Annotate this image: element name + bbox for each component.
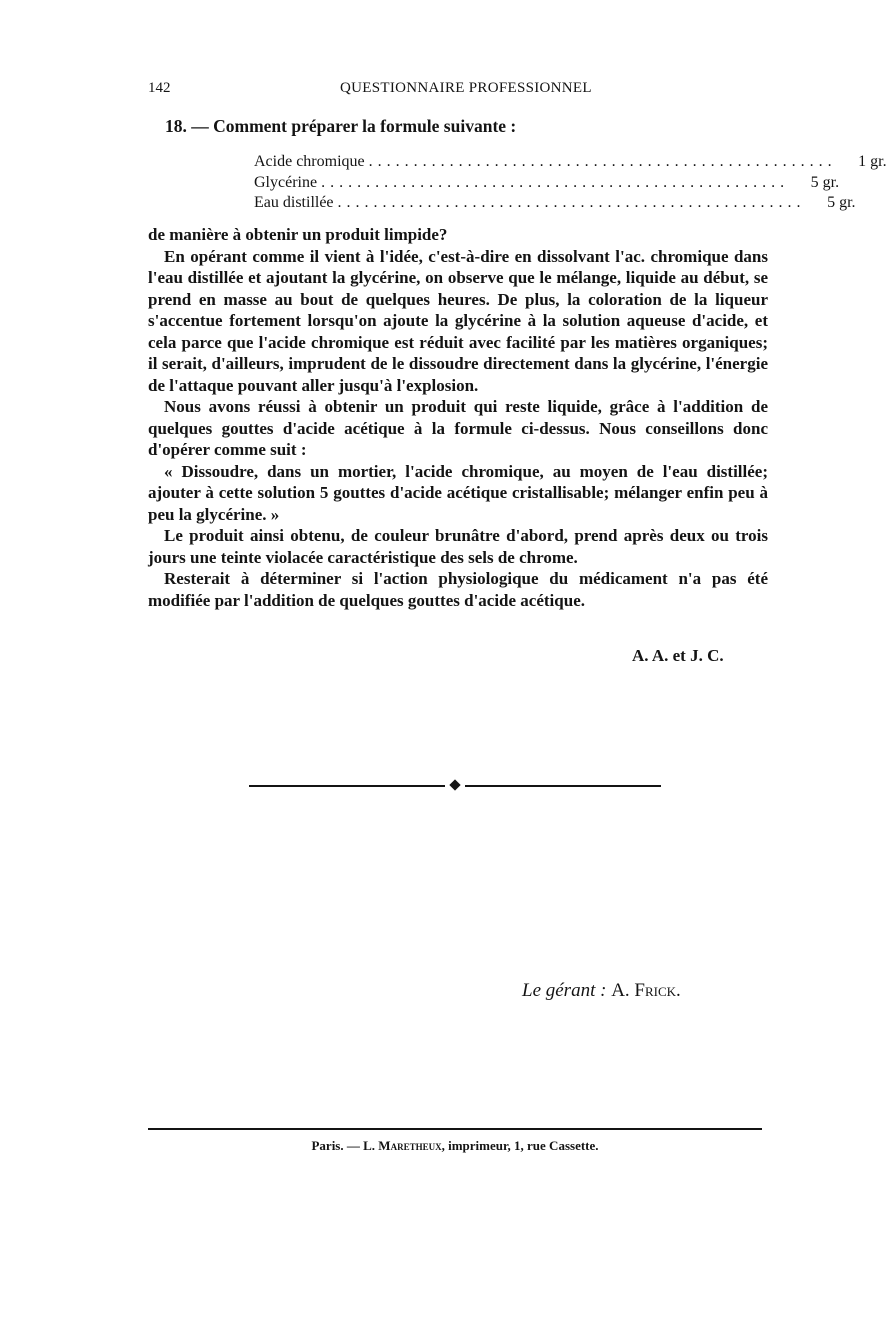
formula-list bbox=[254, 152, 887, 214]
question-text: — Comment préparer la formule suivante : bbox=[186, 116, 517, 136]
paragraph: Le produit ainsi obtenu, de couleur brunâtre d'abord, prend après deux ou trois jours une teinte violacée caractéristique des sels de chrome. bbox=[148, 526, 768, 567]
formula-row bbox=[254, 193, 856, 214]
paragraph: Nous avons réussi à obtenir un produit qui reste liquide, grâce à l'addition de quelques gouttes d'acide acétique à la formule ci-dessus. Nous conseillons donc d'opérer comme suit : bbox=[148, 397, 768, 459]
section-divider bbox=[249, 781, 661, 791]
diamond-ornament-icon bbox=[449, 779, 460, 790]
leader-dots: .................................................... bbox=[368, 153, 837, 170]
imprint-rule bbox=[148, 1128, 762, 1130]
ingredient-quantity: 1 gr. bbox=[858, 153, 887, 170]
managing-editor bbox=[522, 980, 681, 1002]
running-title: QUESTIONNAIRE PROFESSIONNEL bbox=[340, 80, 592, 96]
running-head bbox=[148, 80, 668, 102]
imprint-address: , imprimeur, 1, rue Cassette. bbox=[441, 1138, 599, 1153]
paragraph: En opérant comme il vient à l'idée, c'est-à-dire en dissolvant l'ac. chromique dans l'eau distillée et ajoutant la glycérine, on observe que le mélange, liquide au début, se prend en masse au bout de quelques heures. De plus, la coloration de la liqueur s'accentue fortement lorsqu'on ajoute la glycérine à la solution aqueuse d'acide, et cela parce que l'acide chromique est réduit avec facilité par les matières organiques; il serait, d'ailleurs, imprudent de le dissoudre directement dans la glycérine, l'énergie de l'attaque pouvant aller jusqu'à l'explosion. bbox=[148, 246, 768, 395]
gerant-label: Le gérant : bbox=[522, 980, 607, 1001]
body-text bbox=[148, 224, 768, 611]
ingredient-name: Eau distillée bbox=[254, 194, 334, 211]
leader-dots: .................................................... bbox=[321, 173, 790, 191]
paragraph: de manière à obtenir un produit limpide? bbox=[148, 225, 448, 244]
divider-line-right bbox=[465, 785, 661, 787]
leader-dots: .................................................... bbox=[337, 194, 806, 211]
formula-row bbox=[254, 173, 840, 194]
formula-row bbox=[254, 152, 887, 173]
ingredient-name: Acide chromique bbox=[254, 153, 365, 170]
page-number: 142 bbox=[148, 80, 171, 96]
question-number: 18. bbox=[165, 116, 187, 136]
ingredient-quantity: 5 gr. bbox=[810, 173, 840, 191]
divider-line-left bbox=[249, 785, 445, 787]
paragraph: « Dissoudre, dans un mortier, l'acide chromique, au moyen de l'eau distillée; ajouter à cette solution 5 gouttes d'acide acétique cristallisable; mélanger enfin peu à peu la glycérine. » bbox=[148, 461, 768, 524]
paragraph: Resterait à déterminer si l'action physiologique du médicament n'a pas été modifiée par l'addition de quelques gouttes d'acide acétique. bbox=[148, 569, 768, 610]
question-heading bbox=[165, 116, 516, 137]
printer-imprint bbox=[148, 1138, 762, 1154]
imprint-printer: Maretheux bbox=[378, 1138, 442, 1153]
author-signature: A. A. et J. C. bbox=[632, 646, 724, 665]
ingredient-name: Glycérine bbox=[254, 173, 318, 191]
gerant-name: A. Frick. bbox=[611, 980, 681, 1001]
imprint-city: Paris. — L. bbox=[311, 1138, 379, 1153]
ingredient-quantity: 5 gr. bbox=[827, 194, 856, 211]
